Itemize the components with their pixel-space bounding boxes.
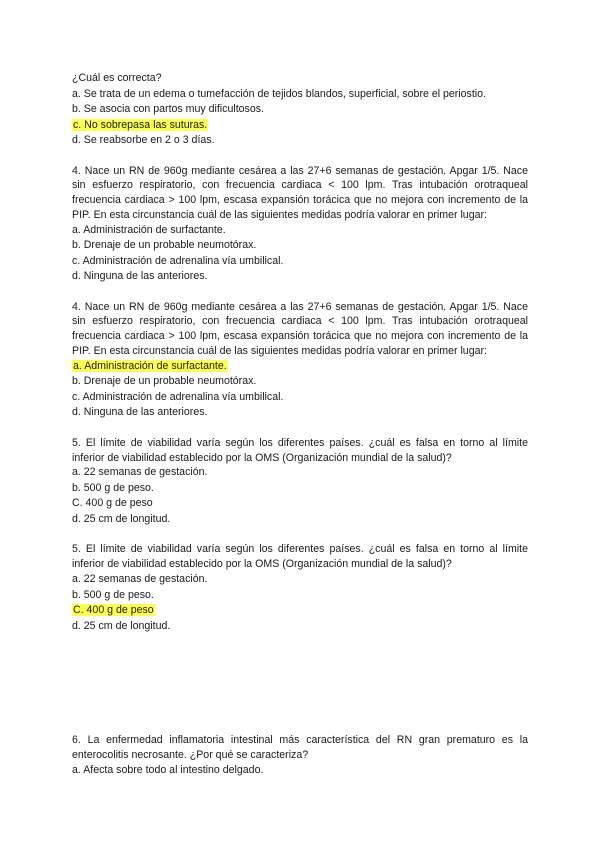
- option-b: b. Drenaje de un probable neumotórax.: [72, 239, 257, 252]
- option-d: d. Ninguna de las anteriores.: [72, 406, 208, 419]
- highlighted-answer: a. Administración de surfactante.: [73, 359, 227, 372]
- option-c: [72, 603, 528, 619]
- question-stem: 6. La enfermedad inflamatoria intestinal más característica del RN gran prematuro es la enterocolitis necrosante. ¿Por qué se caracteriza?: [72, 734, 528, 761]
- highlighted-answer: c. No sobrepasa las suturas.: [73, 118, 208, 131]
- option-a: a. Administración de surfactante.: [72, 223, 226, 236]
- question-4: [72, 164, 528, 285]
- option-c: c. Administración de adrenalina vía umbilical.: [72, 390, 284, 403]
- question-5-answered: [72, 542, 528, 634]
- option-d: d. Se reabsorbe en 2 o 3 días.: [72, 134, 215, 146]
- option-b: b. Drenaje de un probable neumotórax.: [72, 375, 257, 388]
- blank-space: [72, 649, 528, 733]
- option-a: a. Afecta sobre todo al intestino delgado.: [72, 763, 264, 776]
- option-a: a. 22 semanas de gestación.: [72, 466, 208, 479]
- question-stem: 5. El límite de viabilidad varía según los diferentes países. ¿cuál es falsa en torno al límite inferior de viabilidad establecido por la OMS (Organización mundial de la salud)?: [72, 543, 528, 571]
- option-a: [72, 359, 528, 375]
- option-d: d. Ninguna de las anteriores.: [72, 270, 208, 283]
- question-6: [72, 733, 528, 778]
- option-c: [72, 118, 528, 134]
- option-c: c. Administración de adrenalina vía umbilical.: [72, 254, 284, 267]
- question-stem: 5. El límite de viabilidad varía según los diferentes países. ¿cuál es falsa en torno al límite inferior de viabilidad establecido por la OMS (Organización mundial de la salud)?: [72, 436, 528, 464]
- question-prev: [72, 71, 528, 149]
- option-a: a. Se trata de un edema o tumefacción de tejidos blandos, superficial, sobre el periostio.: [72, 87, 486, 100]
- highlighted-answer: C. 400 g de peso: [73, 604, 154, 617]
- question-stem: ¿Cuál es correcta?: [72, 72, 162, 84]
- option-a: a. 22 semanas de gestación.: [72, 573, 208, 586]
- question-stem: 4. Nace un RN de 960g mediante cesárea a las 27+6 semanas de gestación. Apgar 1/5. Nace sin esfuerzo respiratorio, con frecuencia cardiaca < 100 lpm. Tras intubación orotraqueal frecuencia cardiaca > 100 lpm, escasa expansión torácica que no mejora con incremento de la PIP. En esta circunstancia cuál de las siguientes medidas podría valorar en primer lugar:: [72, 300, 528, 358]
- option-b: b. 500 g de peso.: [72, 481, 154, 494]
- option-b: b. 500 g de peso.: [72, 588, 154, 601]
- option-b: b. Se asocia con partos muy dificultosos.: [72, 103, 264, 115]
- option-c: C. 400 g de peso: [72, 497, 153, 510]
- option-d: d. 25 cm de longitud.: [72, 619, 171, 632]
- question-4-answered: [72, 300, 528, 421]
- document-page: [72, 71, 528, 793]
- question-stem: 4. Nace un RN de 960g mediante cesárea a las 27+6 semanas de gestación. Apgar 1/5. Nace sin esfuerzo respiratorio, con frecuencia cardiaca < 100 lpm. Tras intubación orotraqueal frecuencia cardiaca > 100 lpm, escasa expansión torácica que no mejora con incremento de la PIP. En esta circunstancia cuál de las siguientes medidas podría valorar en primer lugar:: [72, 164, 528, 221]
- option-d: d. 25 cm de longitud.: [72, 512, 171, 525]
- question-5: [72, 436, 528, 528]
